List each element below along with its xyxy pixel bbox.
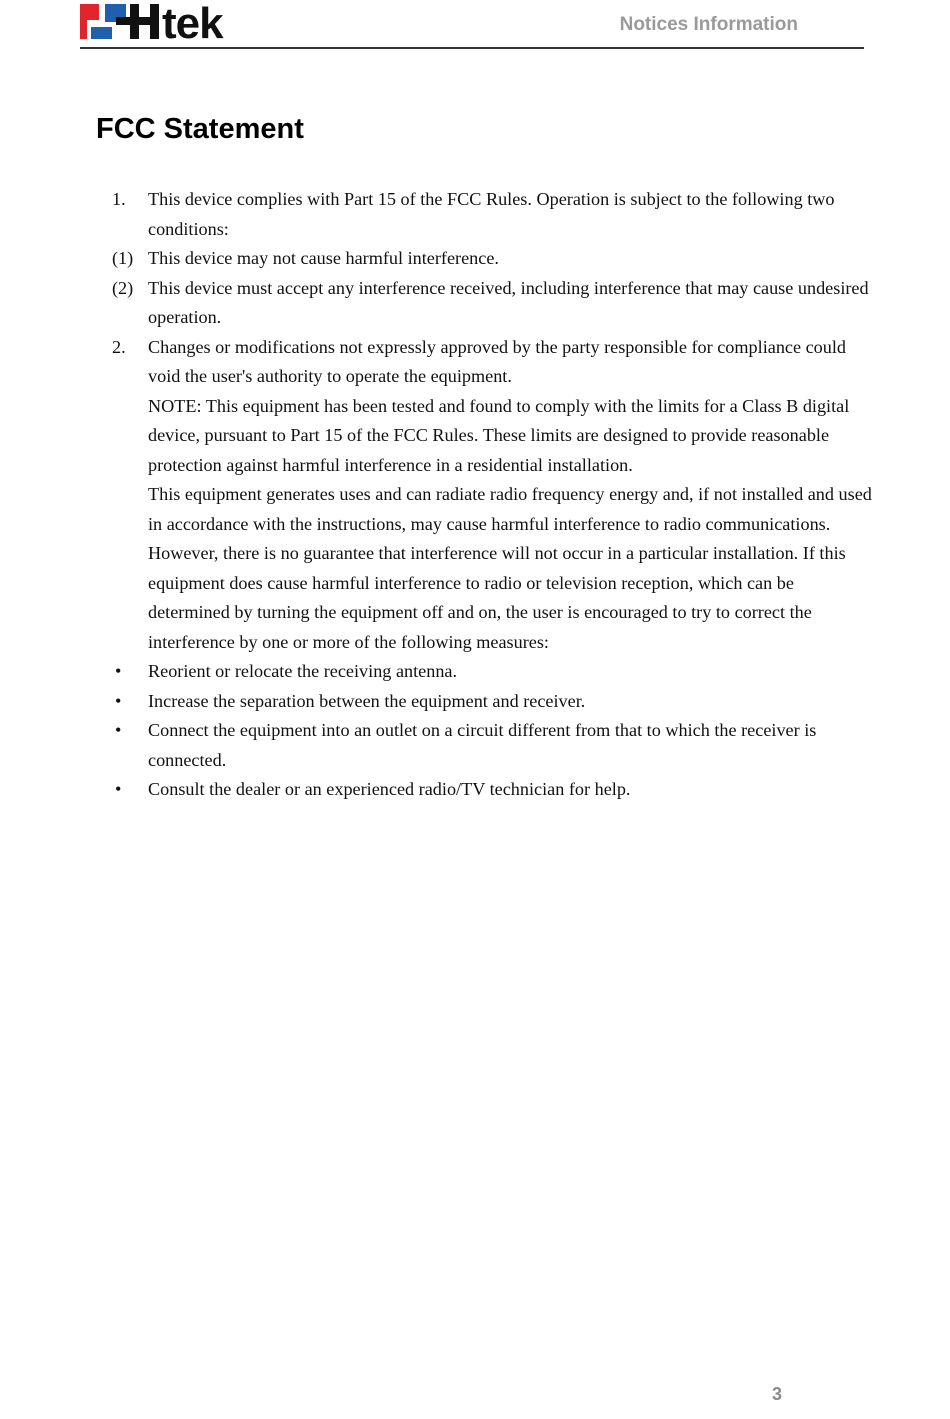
bullet-icon: • [115,690,122,711]
bullet-item [112,657,872,687]
item-text: This device must accept any interference received, including interference that may cause undesired operation. [148,277,869,327]
bullet-icon: • [115,661,122,681]
htek-logo [80,3,252,41]
bullet-item [112,716,872,775]
item-text: This device may not cause harmful interference. [148,248,499,268]
item-text: This equipment generates uses and can radiate radio frequency energy and, if not installed and used in accordance with the instructions, may cause harmful interference to radio communications. However, there is no guarantee that interference will not occur in a particular installation. If this equipment does cause harmful interference to radio or television reception, which can be determined by turning the equipment off and on, the user is encouraged to try to correct the interference by one or more of the following measures: [148,484,872,652]
item-text: This device complies with Part 15 of the FCC Rules. Operation is subject to the following two conditions: [148,189,835,239]
list-item [112,244,872,274]
page-header [80,0,864,49]
header-title: Notices Information [619,14,798,35]
bullet-icon: • [115,779,122,799]
item-text: NOTE: This equipment has been tested and found to comply with the limits for a Class B digital device, pursuant to Part 15 of the FCC Rules. These limits are designed to provide reasonable protection against harmful interference in a residential installation. [148,395,850,475]
info-paragraph [112,480,872,657]
item-marker: 2. [112,336,126,357]
item-marker: (2) [112,277,134,298]
bullet-item [112,687,872,717]
list-item [112,274,872,333]
bullet-icon: • [115,720,122,740]
note-paragraph [112,392,872,481]
item-text: Changes or modifications not expressly approved by the party responsible for compliance could void the user's authority to operate the equipment. [148,336,847,386]
item-marker: 1. [112,189,126,209]
list-item [112,185,872,244]
bullet-item [112,775,872,805]
page-number: 3 [772,1384,783,1404]
statement-body [112,185,872,805]
svg-text:tek: tek [162,3,223,41]
item-text: Consult the dealer or an experienced radio/TV technician for help. [148,779,631,799]
item-text: Increase the separation between the equipment and receiver. [148,690,586,711]
htek-logo-icon [80,3,252,41]
list-item [112,333,872,392]
item-text: Reorient or relocate the receiving antenna. [148,661,458,681]
page-title: FCC Statement [96,113,304,145]
item-text: Connect the equipment into an outlet on a circuit different from that to which the receiver is connected. [148,720,817,770]
item-marker: (1) [112,248,134,268]
